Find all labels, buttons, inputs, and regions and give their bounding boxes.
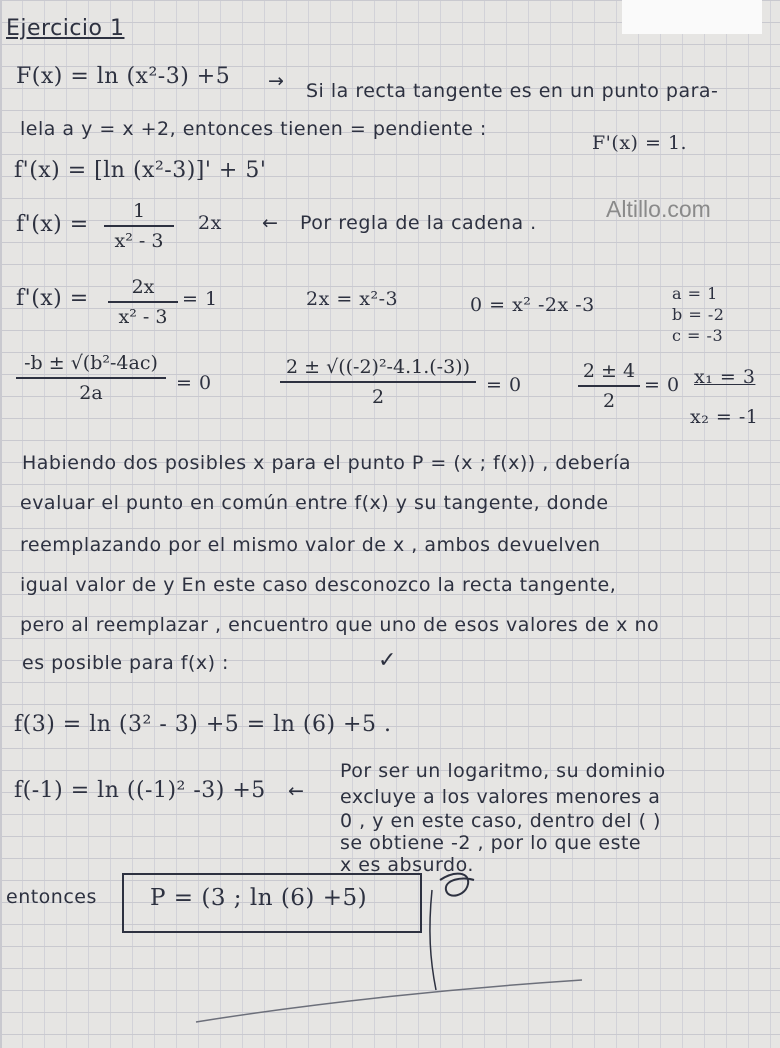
equation-rhs: = 1: [182, 288, 218, 310]
fraction-bar: [280, 381, 476, 383]
conclusion-label: entonces: [6, 886, 97, 908]
signature-scribble: [440, 874, 474, 896]
root-x1: x₁ = 3: [694, 366, 756, 388]
quadratic-eq-1: = 0: [176, 372, 212, 394]
fraction-numerator: 1: [132, 200, 146, 222]
paper-corner-patch: [622, 0, 762, 34]
quadratic-simplified: [578, 360, 640, 412]
quadratic-eq-3: = 0: [644, 374, 680, 396]
coefficient-c: c = -3: [672, 326, 724, 345]
fraction-bar: [578, 385, 640, 387]
coefficient-b: b = -2: [672, 305, 725, 324]
paragraph-line: reemplazando por el mismo valor de x , ambos devuelven: [20, 534, 601, 556]
fraction-denominator: 2: [602, 390, 616, 412]
fraction-numerator: 2 ± 4: [582, 360, 636, 382]
slope-condition: F'(x) = 1.: [592, 132, 688, 154]
quadratic-eq-2: = 0: [486, 374, 522, 396]
quadratic-substituted: [280, 356, 476, 408]
statement-line-2: lela a y = x +2, entonces tienen = pendiente :: [20, 118, 487, 140]
fraction-bar: [108, 301, 178, 303]
note-arrow: ←: [288, 780, 305, 802]
equation-step-3: 0 = x² -2x -3: [470, 294, 595, 316]
paragraph-line: Habiendo dos posibles x para el punto P = (x ; f(x)) , debería: [22, 452, 632, 474]
final-answer: P = (3 ; ln (6) +5): [150, 885, 368, 911]
domain-note-line: excluye a los valores menores a: [340, 786, 661, 808]
signature-tail: [430, 890, 436, 990]
quadratic-formula: [16, 352, 166, 404]
exercise-title: Ejercicio 1: [6, 16, 125, 41]
statement-line-1: Si la recta tangente es en un punto para-: [306, 80, 719, 102]
paragraph-line: es posible para f(x) :: [22, 652, 229, 674]
root-x2: x₂ = -1: [690, 406, 759, 428]
fraction-numerator: 2 ± √((-2)²-4.1.(-3)): [286, 356, 470, 378]
domain-note-line: x es absurdo.: [340, 854, 474, 876]
domain-note-line: se obtiene -2 , por lo que este: [340, 832, 642, 854]
fraction-denominator: 2: [371, 386, 385, 408]
chain-rule-note: Por regla de la cadena .: [300, 212, 537, 234]
paragraph-line: pero al reemplazar , encuentro que uno de esos valores de x no: [20, 614, 660, 636]
equation-step-2: 2x = x²-3: [306, 288, 399, 310]
chain-rule-factor: 2x: [198, 212, 222, 234]
fraction-denominator: x² - 3: [114, 230, 164, 252]
fraction-numerator: -b ± √(b²-4ac): [24, 352, 158, 374]
domain-note-line: 0 , y en este caso, dentro del ( ): [340, 810, 661, 832]
fraction-bar: [16, 377, 166, 379]
domain-note-line: Por ser un logaritmo, su dominio: [340, 760, 666, 782]
function-definition: F(x) = ln (x²-3) +5: [16, 64, 231, 89]
derivative-expression: f'(x) = [ln (x²-3)]' + 5': [14, 158, 267, 183]
fraction-bar: [104, 225, 174, 227]
check-mark: ✓: [378, 648, 397, 673]
paragraph-line: evaluar el punto en común entre f(x) y su tangente, donde: [20, 492, 609, 514]
fraction-denominator: 2a: [79, 382, 103, 404]
watermark: Altillo.com: [606, 196, 711, 222]
paragraph-line: igual valor de y En este caso desconozco la recta tangente,: [20, 574, 617, 596]
fraction-numerator: 2x: [131, 276, 155, 298]
evaluation-f3: f(3) = ln (3² - 3) +5 = ln (6) +5 .: [14, 712, 392, 737]
equation-lhs: f'(x) =: [16, 286, 89, 311]
page-margin: [0, 0, 2, 1048]
chain-rule-arrow: ←: [262, 212, 279, 234]
fraction-denominator: x² - 3: [118, 306, 168, 328]
chain-rule-fraction: [104, 200, 174, 252]
pen-stroke: [196, 980, 582, 1022]
implication-arrow: →: [268, 70, 285, 92]
evaluation-f-minus-1: f(-1) = ln ((-1)² -3) +5: [14, 778, 266, 803]
coefficient-a: a = 1: [672, 284, 718, 303]
chain-rule-lhs: f'(x) =: [16, 212, 89, 237]
equation-fraction: [108, 276, 178, 328]
